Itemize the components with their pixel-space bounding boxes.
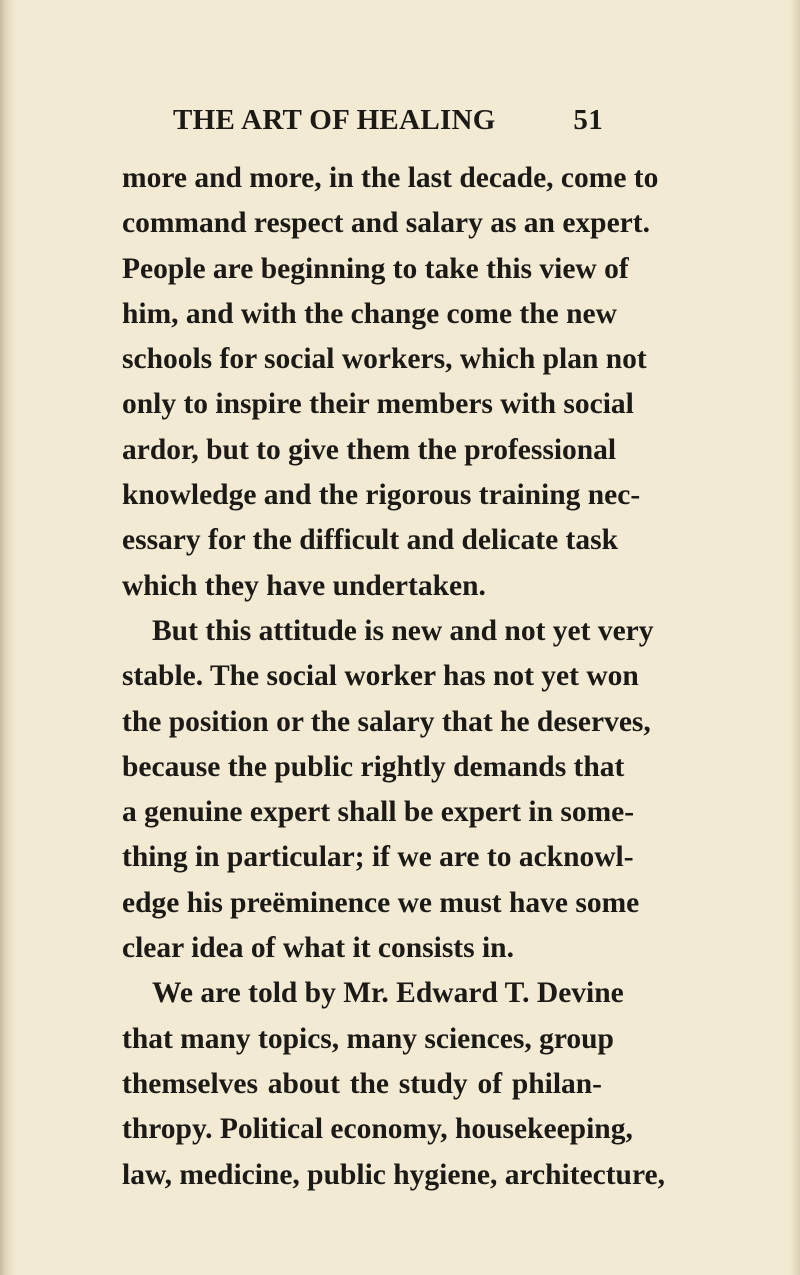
running-title: THE ART OF HEALING bbox=[173, 104, 496, 136]
text-line: command respect and salary as an expert. bbox=[122, 207, 650, 240]
text-line: because the public rightly demands that bbox=[122, 750, 625, 783]
text-line: ardor, but to give them the professional bbox=[122, 433, 617, 466]
text-line: People are beginning to take this view of bbox=[122, 252, 629, 285]
text-line: themselves about the study of philan- bbox=[122, 1067, 602, 1100]
running-head bbox=[173, 104, 603, 144]
text-line: which they have undertaken. bbox=[122, 569, 486, 602]
text-line: a genuine expert shall be expert in some- bbox=[122, 796, 635, 829]
text-line: But this attitude is new and not yet very bbox=[152, 614, 654, 647]
text-line: thing in particular; if we are to acknowl- bbox=[122, 841, 634, 874]
text-line: only to inspire their members with social bbox=[122, 388, 634, 421]
body-text bbox=[122, 156, 665, 1198]
text-line: law, medicine, public hygiene, architecture, bbox=[122, 1158, 665, 1191]
text-line: knowledge and the rigorous training nec- bbox=[122, 479, 641, 512]
text-line: edge his preëminence we must have some bbox=[122, 886, 640, 919]
text-line: stable. The social worker has not yet won bbox=[122, 660, 639, 693]
text-line: more and more, in the last decade, come to bbox=[122, 162, 659, 194]
text-line: thropy. Political economy, housekeeping, bbox=[122, 1113, 633, 1146]
text-line: clear idea of what it consists in. bbox=[122, 932, 514, 965]
text-line: him, and with the change come the new bbox=[122, 297, 617, 330]
text-line: the position or the salary that he deserves, bbox=[122, 705, 651, 738]
text-line: schools for social workers, which plan not bbox=[122, 343, 647, 376]
text-line: We are told by Mr. Edward T. Devine bbox=[152, 977, 624, 1010]
page-number: 51 bbox=[573, 104, 603, 136]
text-line: that many topics, many sciences, group bbox=[122, 1022, 614, 1055]
text-line: essary for the difficult and delicate task bbox=[122, 524, 618, 557]
